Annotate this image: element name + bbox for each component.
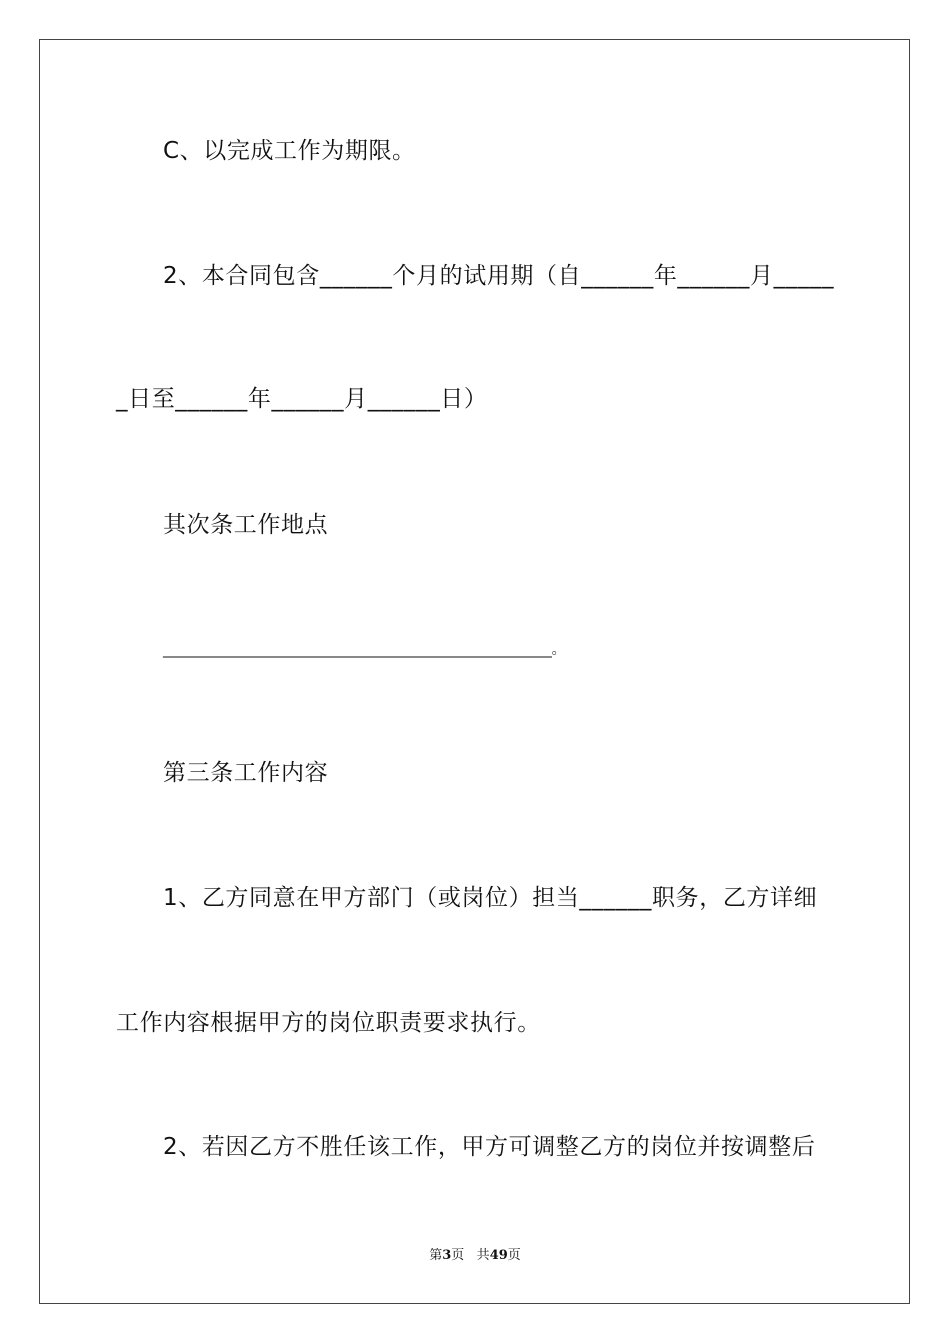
paragraph-line: 工作内容根据甲方的岗位职责要求执行。	[116, 1010, 541, 1036]
page-footer	[0, 1247, 950, 1265]
page-number: 3	[442, 1248, 452, 1263]
section-heading: 其次条工作地点	[163, 512, 329, 538]
paragraph-line: 1、乙方同意在甲方部门（或岗位）担当______职务，乙方详细	[163, 885, 818, 911]
page-suffix: 页	[451, 1248, 465, 1263]
fill-in-blank-line: __________________________________________________________。	[163, 642, 566, 658]
paragraph-line: _日至______年______月______日）	[116, 386, 488, 412]
paragraph-line: 2、本合同包含______个月的试用期（自______年______月_____	[163, 263, 835, 289]
total-prefix: 共	[476, 1248, 490, 1263]
page-border	[39, 39, 910, 1304]
page-prefix: 第	[429, 1248, 443, 1263]
total-suffix: 页	[507, 1248, 521, 1263]
section-heading: 第三条工作内容	[163, 760, 329, 786]
paragraph-line: C、以完成工作为期限。	[163, 138, 416, 164]
paragraph-line: 2、若因乙方不胜任该工作，甲方可调整乙方的岗位并按调整后	[163, 1134, 816, 1160]
total-pages: 49	[489, 1248, 508, 1263]
